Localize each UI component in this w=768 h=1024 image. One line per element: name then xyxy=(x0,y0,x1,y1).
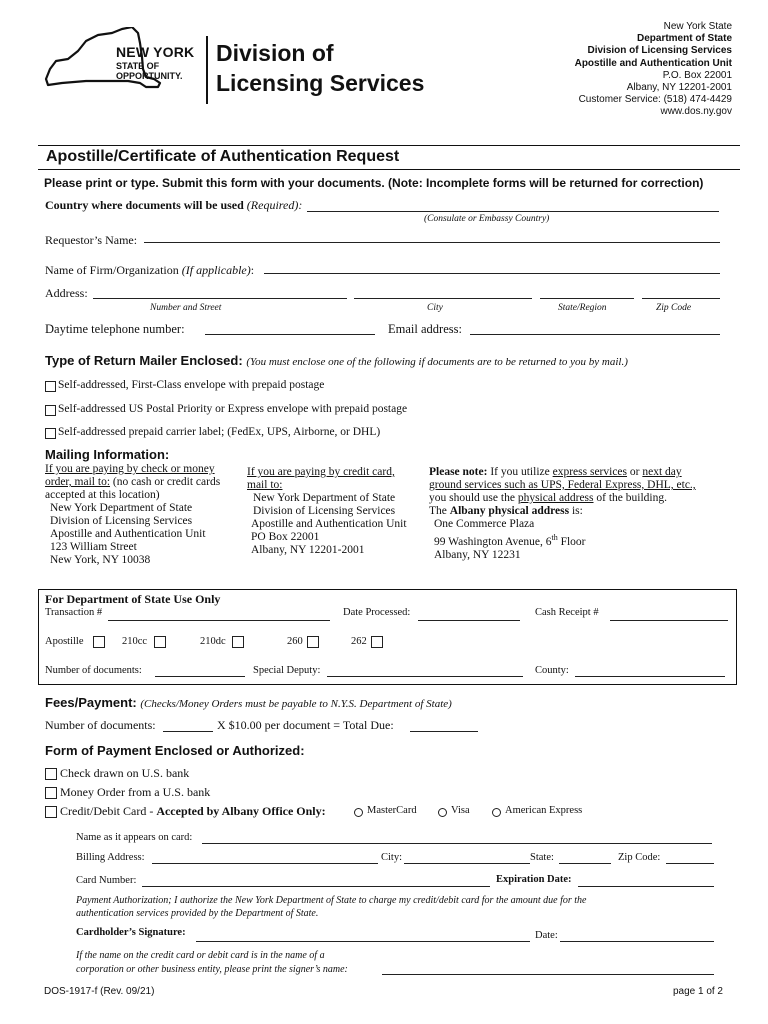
mailing-note-albany: Albany physical address xyxy=(449,505,570,517)
mailing-col3-addr2-sup: th xyxy=(551,533,558,542)
phone-label: Daytime telephone number: xyxy=(45,322,185,336)
210dc-label: 210dc xyxy=(200,636,226,647)
website-link[interactable]: www.dos.ny.gov xyxy=(660,106,732,118)
billing-address-label: Billing Address: xyxy=(76,852,145,863)
260-label: 260 xyxy=(287,636,303,647)
firm-input[interactable] xyxy=(264,273,720,274)
mailer-option-3-checkbox[interactable] xyxy=(45,428,56,439)
address-line: Apostille and Authentication Unit xyxy=(574,57,732,69)
billing-zip-label: Zip Code: xyxy=(618,852,661,863)
billing-zip-input[interactable] xyxy=(666,863,714,864)
expiration-label: Expiration Date: xyxy=(496,874,572,885)
logo-line2: STATE OF xyxy=(116,61,160,71)
money-order-checkbox[interactable] xyxy=(45,787,57,799)
country-required: (Required): xyxy=(246,198,303,212)
mailer-option-1-checkbox[interactable] xyxy=(45,381,56,392)
mailing-col2-addr: Apostille and Authentication Unit xyxy=(251,518,407,530)
total-due-input[interactable] xyxy=(410,731,478,732)
state-input[interactable] xyxy=(540,298,634,299)
mailer-option-2-checkbox[interactable] xyxy=(45,405,56,416)
billing-address-input[interactable] xyxy=(152,863,378,864)
country-input[interactable] xyxy=(307,211,719,212)
mailing-col1-addr: Division of Licensing Services xyxy=(50,515,193,527)
mailing-col1-addr: 123 William Street xyxy=(50,541,137,553)
email-label: Email address: xyxy=(388,322,462,336)
firm-hint: (If applicable) xyxy=(181,263,251,277)
payment-authorization-line1: Payment Authorization; I authorize the New York Department of State to charge my credit/debit card for the amount due for the xyxy=(76,895,587,906)
visa-label: Visa xyxy=(451,805,470,816)
signature-date-label: Date: xyxy=(535,930,558,941)
mailing-col1-intro-c: (no cash or credit cards xyxy=(110,476,221,488)
card-name-input[interactable] xyxy=(202,843,712,844)
address-line: Customer Service: (518) 474-4429 xyxy=(578,94,732,106)
address-line: Albany, NY 12201-2001 xyxy=(626,82,732,94)
mailing-note-label: Please note: xyxy=(429,466,488,478)
address-line: P.O. Box 22001 xyxy=(662,69,732,81)
mailing-col2-intro-a: If you are paying by credit card, xyxy=(247,466,395,478)
special-deputy-input[interactable] xyxy=(327,676,523,677)
cash-receipt-label: Cash Receipt # xyxy=(535,607,599,618)
mailing-note-line2: ground services such as UPS, Federal Express, DHL, etc., xyxy=(429,479,696,491)
zip-sub: Zip Code xyxy=(656,303,692,313)
cash-receipt-input[interactable] xyxy=(610,620,728,621)
mailing-col1-addr: New York, NY 10038 xyxy=(50,554,151,566)
credit-card-label-text: Credit/Debit Card - xyxy=(60,804,157,818)
mailing-note-line4a: The xyxy=(429,505,450,517)
date-processed-label: Date Processed: xyxy=(343,607,411,618)
mailing-note-text: If you utilize xyxy=(487,466,553,478)
apostille-checkbox[interactable] xyxy=(93,636,105,648)
country-sub: (Consulate or Embassy Country) xyxy=(424,214,550,224)
agency-address xyxy=(575,21,732,119)
date-processed-input[interactable] xyxy=(418,620,520,621)
check-payment-label: Check drawn on U.S. bank xyxy=(60,766,190,780)
mailer-heading-text: Type of Return Mailer Enclosed: xyxy=(45,353,243,368)
mailing-note-physical: physical address xyxy=(517,492,594,504)
payment-heading: Form of Payment Enclosed or Authorized: xyxy=(45,743,305,758)
260-checkbox[interactable] xyxy=(307,636,319,648)
mailing-col3-addr2: 99 Washington Avenue, 6 xyxy=(434,535,552,548)
amex-label: American Express xyxy=(505,805,583,816)
dos-num-docs-label: Number of documents: xyxy=(45,665,142,676)
country-label-text: Country where documents will be used xyxy=(45,198,244,212)
mailing-col3-addr2-floor: Floor xyxy=(557,535,586,548)
address-line: Division of Licensing Services xyxy=(587,45,732,57)
county-input[interactable] xyxy=(575,676,725,677)
firm-label xyxy=(45,263,254,278)
county-label: County: xyxy=(535,665,569,676)
check-payment-checkbox[interactable] xyxy=(45,768,57,780)
mailing-note-express: express services xyxy=(552,466,628,478)
mailing-note-line3a: you should use the xyxy=(429,492,518,504)
transaction-input[interactable] xyxy=(108,620,330,621)
phone-input[interactable] xyxy=(205,334,375,335)
fees-heading xyxy=(45,695,452,710)
signature-input[interactable] xyxy=(196,941,530,942)
expiration-input[interactable] xyxy=(578,886,714,887)
mailing-col1-intro-d: accepted at this location) xyxy=(45,489,160,501)
street-sub: Number and Street xyxy=(150,303,222,313)
state-sub: State/Region xyxy=(558,303,607,313)
title-rule xyxy=(38,145,740,146)
address-label: Address: xyxy=(45,286,88,300)
signature-label: Cardholder’s Signature: xyxy=(76,927,186,938)
card-number-label: Card Number: xyxy=(76,875,137,886)
requestor-input[interactable] xyxy=(144,242,720,243)
title-rule-bottom xyxy=(38,169,740,170)
mailer-option-3-label: Self-addressed prepaid carrier label; (FedEx, UPS, Airborne, or DHL) xyxy=(58,426,381,438)
mailing-col-check xyxy=(45,463,220,567)
credit-card-label xyxy=(60,804,326,819)
mailing-note-line4d: : xyxy=(579,505,583,517)
payment-authorization-line2: authentication services provided by the Department of State. xyxy=(76,908,319,919)
money-order-label: Money Order from a U.S. bank xyxy=(60,785,211,799)
page-number: page 1 of 2 xyxy=(672,986,723,997)
mailing-col1-addr: New York Department of State xyxy=(50,502,193,514)
billing-state-label: State: xyxy=(530,852,554,863)
zip-input[interactable] xyxy=(642,298,720,299)
albany-only-note: Accepted by Albany Office Only: xyxy=(156,804,326,818)
fees-heading-text: Fees/Payment: xyxy=(45,695,137,710)
form-title: Apostille/Certificate of Authentication Request xyxy=(46,148,400,165)
billing-state-input[interactable] xyxy=(559,863,611,864)
mailer-note: (You must enclose one of the following if documents are to be returned to you by mail.) xyxy=(246,356,628,368)
city-sub: City xyxy=(427,303,443,313)
mailing-col-credit xyxy=(247,466,407,557)
mailing-col1-intro-b: order, mail to: xyxy=(45,476,111,488)
address-line: Department of State xyxy=(636,33,732,45)
requestor-label: Requestor’s Name: xyxy=(45,233,138,247)
mailing-col2-addr: New York Department of State xyxy=(253,492,396,504)
mailer-option-2-label: Self-addressed US Postal Priority or Express envelope with prepaid postage xyxy=(58,403,408,415)
card-number-input[interactable] xyxy=(142,886,490,887)
mailing-col-express xyxy=(429,466,696,562)
ny-state-map-icon xyxy=(42,27,162,93)
mailing-note-line4c: is xyxy=(569,505,580,517)
division-title-line2: Licensing Services xyxy=(216,70,425,96)
mailing-col1-addr: Apostille and Authentication Unit xyxy=(50,528,206,540)
mailing-note-or: or xyxy=(627,466,643,478)
262-label: 262 xyxy=(351,636,367,647)
mailer-heading xyxy=(45,353,628,368)
billing-city-input[interactable] xyxy=(404,863,530,864)
mailing-heading: Mailing Information: xyxy=(45,447,170,462)
mailing-col1-intro-a: If you are paying by check or money xyxy=(45,463,215,475)
mastercard-radio[interactable] xyxy=(354,808,363,817)
apostille-label: Apostille xyxy=(45,636,84,647)
visa-radio[interactable] xyxy=(438,808,447,817)
amex-radio[interactable] xyxy=(492,808,501,817)
mailing-col3-addr1: One Commerce Plaza xyxy=(434,518,535,530)
210dc-checkbox[interactable] xyxy=(232,636,244,648)
corporate-signer-note-line2: corporation or other business entity, please print the signer’s name: xyxy=(76,964,348,975)
street-input[interactable] xyxy=(93,298,347,299)
262-checkbox[interactable] xyxy=(371,636,383,648)
logo-line3: OPPORTUNITY. xyxy=(116,71,183,81)
signature-date-input[interactable] xyxy=(560,941,714,942)
logo-line1: NEW YORK xyxy=(116,44,195,60)
mailing-col2-addr: PO Box 22001 xyxy=(251,531,320,543)
country-label xyxy=(45,198,302,213)
credit-card-checkbox[interactable] xyxy=(45,806,57,818)
210cc-label: 210cc xyxy=(122,636,148,647)
signer-name-input[interactable] xyxy=(382,974,714,975)
mailing-col2-addr: Division of Licensing Services xyxy=(253,505,396,517)
card-name-label: Name as it appears on card: xyxy=(76,832,193,843)
fees-note: (Checks/Money Orders must be payable to N.Y.S. Department of State) xyxy=(140,698,452,710)
mailer-option-1-label: Self-addressed, First-Class envelope with prepaid postage xyxy=(58,379,325,391)
address-line: New York State xyxy=(663,21,732,32)
email-input[interactable] xyxy=(470,334,720,335)
mailing-col3-addr3: Albany, NY 12231 xyxy=(434,548,521,561)
logo-divider xyxy=(206,36,208,104)
dos-num-docs-input[interactable] xyxy=(155,676,245,677)
corporate-signer-note-line1: If the name on the credit card or debit card is in the name of a xyxy=(76,950,325,961)
division-title-line1: Division of xyxy=(216,40,334,66)
dos-box-title: For Department of State Use Only xyxy=(45,592,221,606)
form-id: DOS-1917-f (Rev. 09/21) xyxy=(44,986,155,997)
transaction-label: Transaction # xyxy=(45,607,103,618)
fees-rate-label: X $10.00 per document = Total Due: xyxy=(217,718,394,732)
mastercard-label: MasterCard xyxy=(367,805,417,816)
mailing-col2-addr: Albany, NY 12201-2001 xyxy=(251,544,365,556)
firm-label-text: Name of Firm/Organization xyxy=(45,263,179,277)
firm-colon: : xyxy=(250,263,255,277)
form-instructions: Please print or type. Submit this form with your documents. (Note: Incomplete forms will be returned for correction) xyxy=(44,176,704,190)
fees-num-docs-label: Number of documents: xyxy=(45,718,156,732)
mailing-col2-intro-b: mail to: xyxy=(247,479,283,491)
billing-city-label: City: xyxy=(381,852,403,863)
210cc-checkbox[interactable] xyxy=(154,636,166,648)
city-input[interactable] xyxy=(354,298,532,299)
mailing-note-line3c: of the building. xyxy=(593,492,667,504)
mailing-note-nextday: next day xyxy=(642,466,682,478)
special-deputy-label: Special Deputy: xyxy=(253,665,321,676)
fees-num-docs-input[interactable] xyxy=(163,731,213,732)
